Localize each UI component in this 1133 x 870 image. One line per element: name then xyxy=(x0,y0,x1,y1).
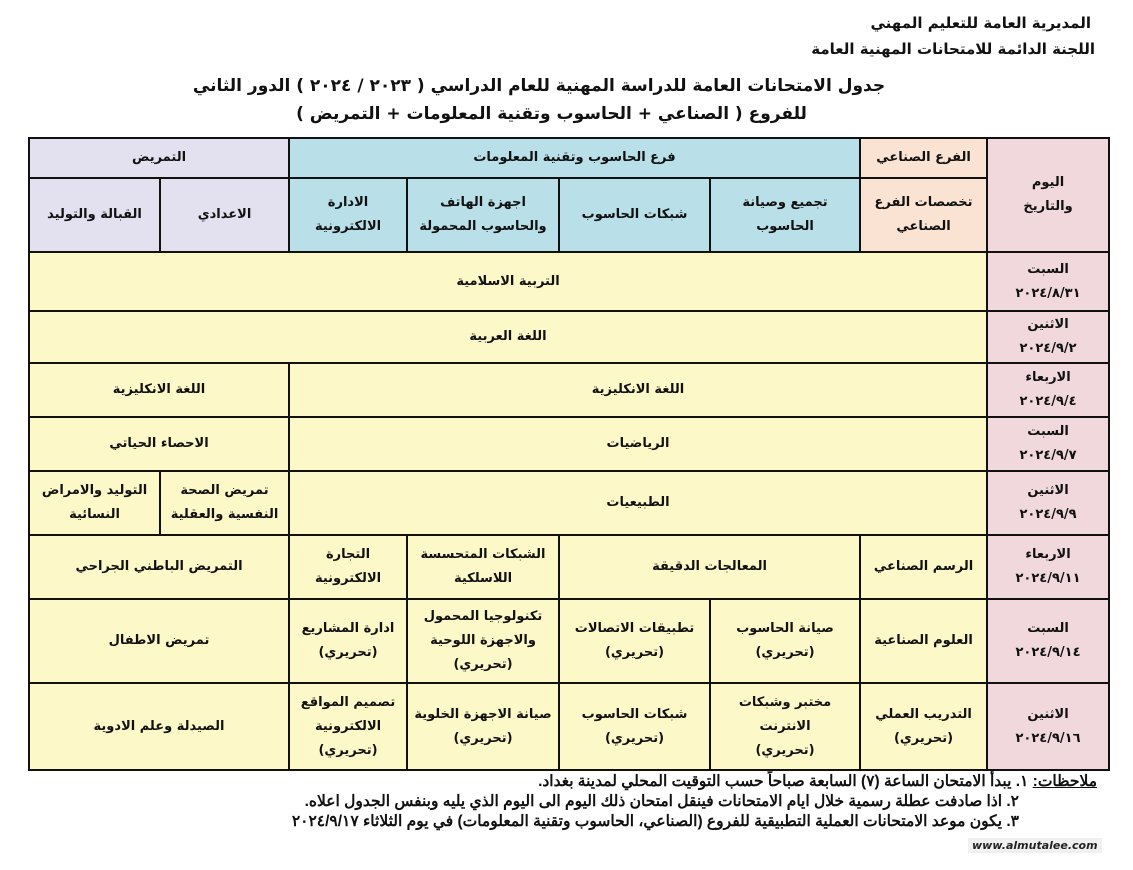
table-row xyxy=(29,471,1109,535)
exam-text: تصميم المواقع xyxy=(300,694,396,710)
day-name: الاثنين xyxy=(1027,483,1069,498)
exam-cell xyxy=(160,471,289,535)
date: ٢٠٢٤/٩/٧ xyxy=(1019,448,1077,463)
exam-text: صيانة الاجهزة الخلوية xyxy=(414,706,552,722)
table-row xyxy=(29,363,1109,417)
exam-text: (تحريري) xyxy=(453,657,513,672)
nursing-branch-header: التمريض xyxy=(29,138,289,178)
exam-cell xyxy=(860,683,987,770)
date: ٢٠٢٤/٩/٤ xyxy=(1019,394,1077,409)
exam-cell xyxy=(29,471,160,535)
spec-mobile-devices xyxy=(407,178,559,252)
day-name: الاثنين xyxy=(1027,317,1069,332)
exam-cell xyxy=(710,599,860,683)
exam-text: التوليد والامراض xyxy=(41,483,148,498)
exam-cell xyxy=(710,683,860,770)
header-text: القبالة والتوليد xyxy=(47,207,142,222)
exam-text: (تحريري) xyxy=(318,645,378,660)
day-name: السبت xyxy=(1027,424,1069,439)
exam-text: التجارة xyxy=(325,547,371,562)
day-cell xyxy=(987,363,1109,417)
exam-text: اللاسلكية xyxy=(453,571,513,586)
org-name-line2: اللجنة الدائمة للامتحانات المهنية العامة xyxy=(811,40,1095,58)
exam-cell xyxy=(860,599,987,683)
exam-text: الانترنت xyxy=(759,718,811,734)
exam-text: شبكات الحاسوب xyxy=(581,706,688,722)
exam-text: (تحريري) xyxy=(755,645,815,660)
day-name: السبت xyxy=(1027,621,1069,636)
exam-text: والاجهزة اللوحية xyxy=(430,633,536,648)
day-name: الاثنين xyxy=(1027,706,1069,722)
note-text: ١. يبدأ الامتحان الساعة (٧) السابعة صباحاً حسب التوقيت المحلي لمدينة بغداد. xyxy=(538,773,1029,790)
exam-cell: اللغة الانكليزية xyxy=(29,363,289,417)
day-name: الاربعاء xyxy=(1025,370,1071,385)
exam-text: الشبكات المتحسسة xyxy=(420,547,546,562)
day-name: السبت xyxy=(1027,261,1069,277)
exam-cell xyxy=(559,683,710,770)
table-row xyxy=(29,311,1109,363)
table-row xyxy=(29,417,1109,471)
day-name: الاربعاء xyxy=(1025,547,1071,562)
watermark: www.almutalee.com xyxy=(968,838,1102,853)
day-cell xyxy=(987,683,1109,770)
header-text: اليوم xyxy=(1031,175,1065,190)
spec-midwifery xyxy=(29,178,160,252)
table-row xyxy=(29,535,1109,599)
spec-e-management xyxy=(289,178,407,252)
exam-cell: الاحصاء الحياتي xyxy=(29,417,289,471)
exam-cell xyxy=(860,535,987,599)
exam-text: تكنولوجيا المحمول xyxy=(423,609,543,624)
exam-text: صيانة الحاسوب xyxy=(736,621,834,636)
day-cell xyxy=(987,311,1109,363)
exam-cell: تمريض الاطفال xyxy=(29,599,289,683)
exam-text: مختبر وشبكات xyxy=(738,694,832,710)
header-row-branches xyxy=(29,138,1109,178)
spec-nursing-preparatory xyxy=(160,178,289,252)
computer-branch-header: فرع الحاسوب وتقنية المعلومات xyxy=(289,138,860,178)
table-row xyxy=(29,252,1109,311)
day-cell xyxy=(987,535,1109,599)
exam-cell xyxy=(559,599,710,683)
header-text: الصناعي xyxy=(896,219,951,234)
org-name-line1: المديرية العامة للتعليم المهني xyxy=(870,14,1091,32)
exam-cell: التمريض الباطني الجراحي xyxy=(29,535,289,599)
exam-cell: الصيدلة وعلم الادوية xyxy=(29,683,289,770)
exam-cell xyxy=(559,535,860,599)
exam-text: (تحريري) xyxy=(755,742,815,758)
header-text: الحاسوب xyxy=(756,219,814,234)
exam-cell: الرياضيات xyxy=(289,417,987,471)
exam-cell xyxy=(289,535,407,599)
spec-computer-assembly xyxy=(710,178,860,252)
exam-text: ادارة المشاريع xyxy=(301,621,395,636)
note-item: ٢. اذا صادفت عطلة رسمية خلال ايام الامتحانات فينقل امتحان ذلك اليوم الى اليوم الذي يليه وبنفس الجدول اعلاه. xyxy=(304,793,1019,810)
exam-cell xyxy=(407,683,559,770)
industrial-branch-header: الفرع الصناعي xyxy=(860,138,987,178)
header-text: الالكترونية xyxy=(314,219,382,234)
exam-cell: اللغة الانكليزية xyxy=(289,363,987,417)
date: ٢٠٢٤/٩/٢ xyxy=(1019,341,1077,356)
header-text: اجهزة الهاتف xyxy=(440,195,526,210)
day-cell xyxy=(987,471,1109,535)
table-row xyxy=(29,683,1109,770)
exam-text: (تحريري) xyxy=(893,730,954,746)
date: ٢٠٢٤/٩/١١ xyxy=(1015,571,1081,586)
exam-cell xyxy=(289,683,407,770)
exam-cell: اللغة العربية xyxy=(29,311,987,363)
exam-text: تمريض الصحة xyxy=(180,483,269,498)
exam-text: (تحريري) xyxy=(604,730,665,746)
spec-computer-networks xyxy=(559,178,710,252)
day-date-header xyxy=(987,138,1109,252)
note-item xyxy=(292,772,1097,792)
exam-cell xyxy=(289,599,407,683)
exam-text: (تحريري) xyxy=(318,742,378,758)
header-text: الادارة xyxy=(327,195,369,210)
day-cell xyxy=(987,417,1109,471)
day-cell xyxy=(987,599,1109,683)
day-cell xyxy=(987,252,1109,311)
exam-schedule-table xyxy=(28,137,1110,771)
exam-cell xyxy=(407,535,559,599)
exam-text: (تحريري) xyxy=(453,730,513,746)
note-item: ٣. يكون موعد الامتحانات العملية التطبيقية للفروع (الصناعي، الحاسوب وتقنية المعلومات) في يوم الثلاثاء ٢٠٢٤/٩/١٧ xyxy=(291,813,1019,830)
date: ٢٠٢٤/٩/١٦ xyxy=(1015,730,1081,746)
document-title: جدول الامتحانات العامة للدراسة المهنية للعام الدراسي ( ٢٠٢٣ / ٢٠٢٤ ) الدور الثاني xyxy=(192,76,886,96)
exam-text: النفسية والعقلية xyxy=(170,507,279,522)
exam-text: العلوم الصناعية xyxy=(874,633,973,648)
industrial-spec-header xyxy=(860,178,987,252)
header-text: والحاسوب المحمولة xyxy=(419,219,547,234)
header-text: شبكات الحاسوب xyxy=(581,207,688,222)
header-text: الاعدادي xyxy=(197,207,252,222)
date: ٢٠٢٤/٩/١٤ xyxy=(1015,645,1081,660)
header-text: والتاريخ xyxy=(1023,199,1073,214)
exam-text: النسائية xyxy=(69,507,120,522)
document-subtitle: للفروع ( الصناعي + الحاسوب وتقنية المعلومات + التمريض ) xyxy=(296,104,807,124)
header-text: تخصصات الفرع xyxy=(874,195,973,210)
header-row-specializations xyxy=(29,178,1109,252)
table-row xyxy=(29,599,1109,683)
exam-cell: الطبيعيات xyxy=(289,471,987,535)
date: ٢٠٢٤/٨/٣١ xyxy=(1015,285,1081,301)
exam-text: الالكترونية xyxy=(314,718,382,734)
exam-text: المعالجات الدقيقة xyxy=(652,559,767,574)
notes-label: ملاحظات: xyxy=(1032,773,1097,790)
exam-cell: التربية الاسلامية xyxy=(29,252,987,311)
exam-text: (تحريري) xyxy=(604,645,665,660)
exam-text: تطبيقات الاتصالات xyxy=(574,621,695,636)
exam-cell xyxy=(407,599,559,683)
header-text: تجميع وصيانة xyxy=(742,195,828,210)
notes-section xyxy=(292,772,1097,832)
date: ٢٠٢٤/٩/٩ xyxy=(1019,507,1077,522)
exam-text: الرسم الصناعي xyxy=(873,559,974,574)
exam-text: الالكترونية xyxy=(314,571,382,586)
exam-text: التدريب العملي xyxy=(875,706,972,722)
